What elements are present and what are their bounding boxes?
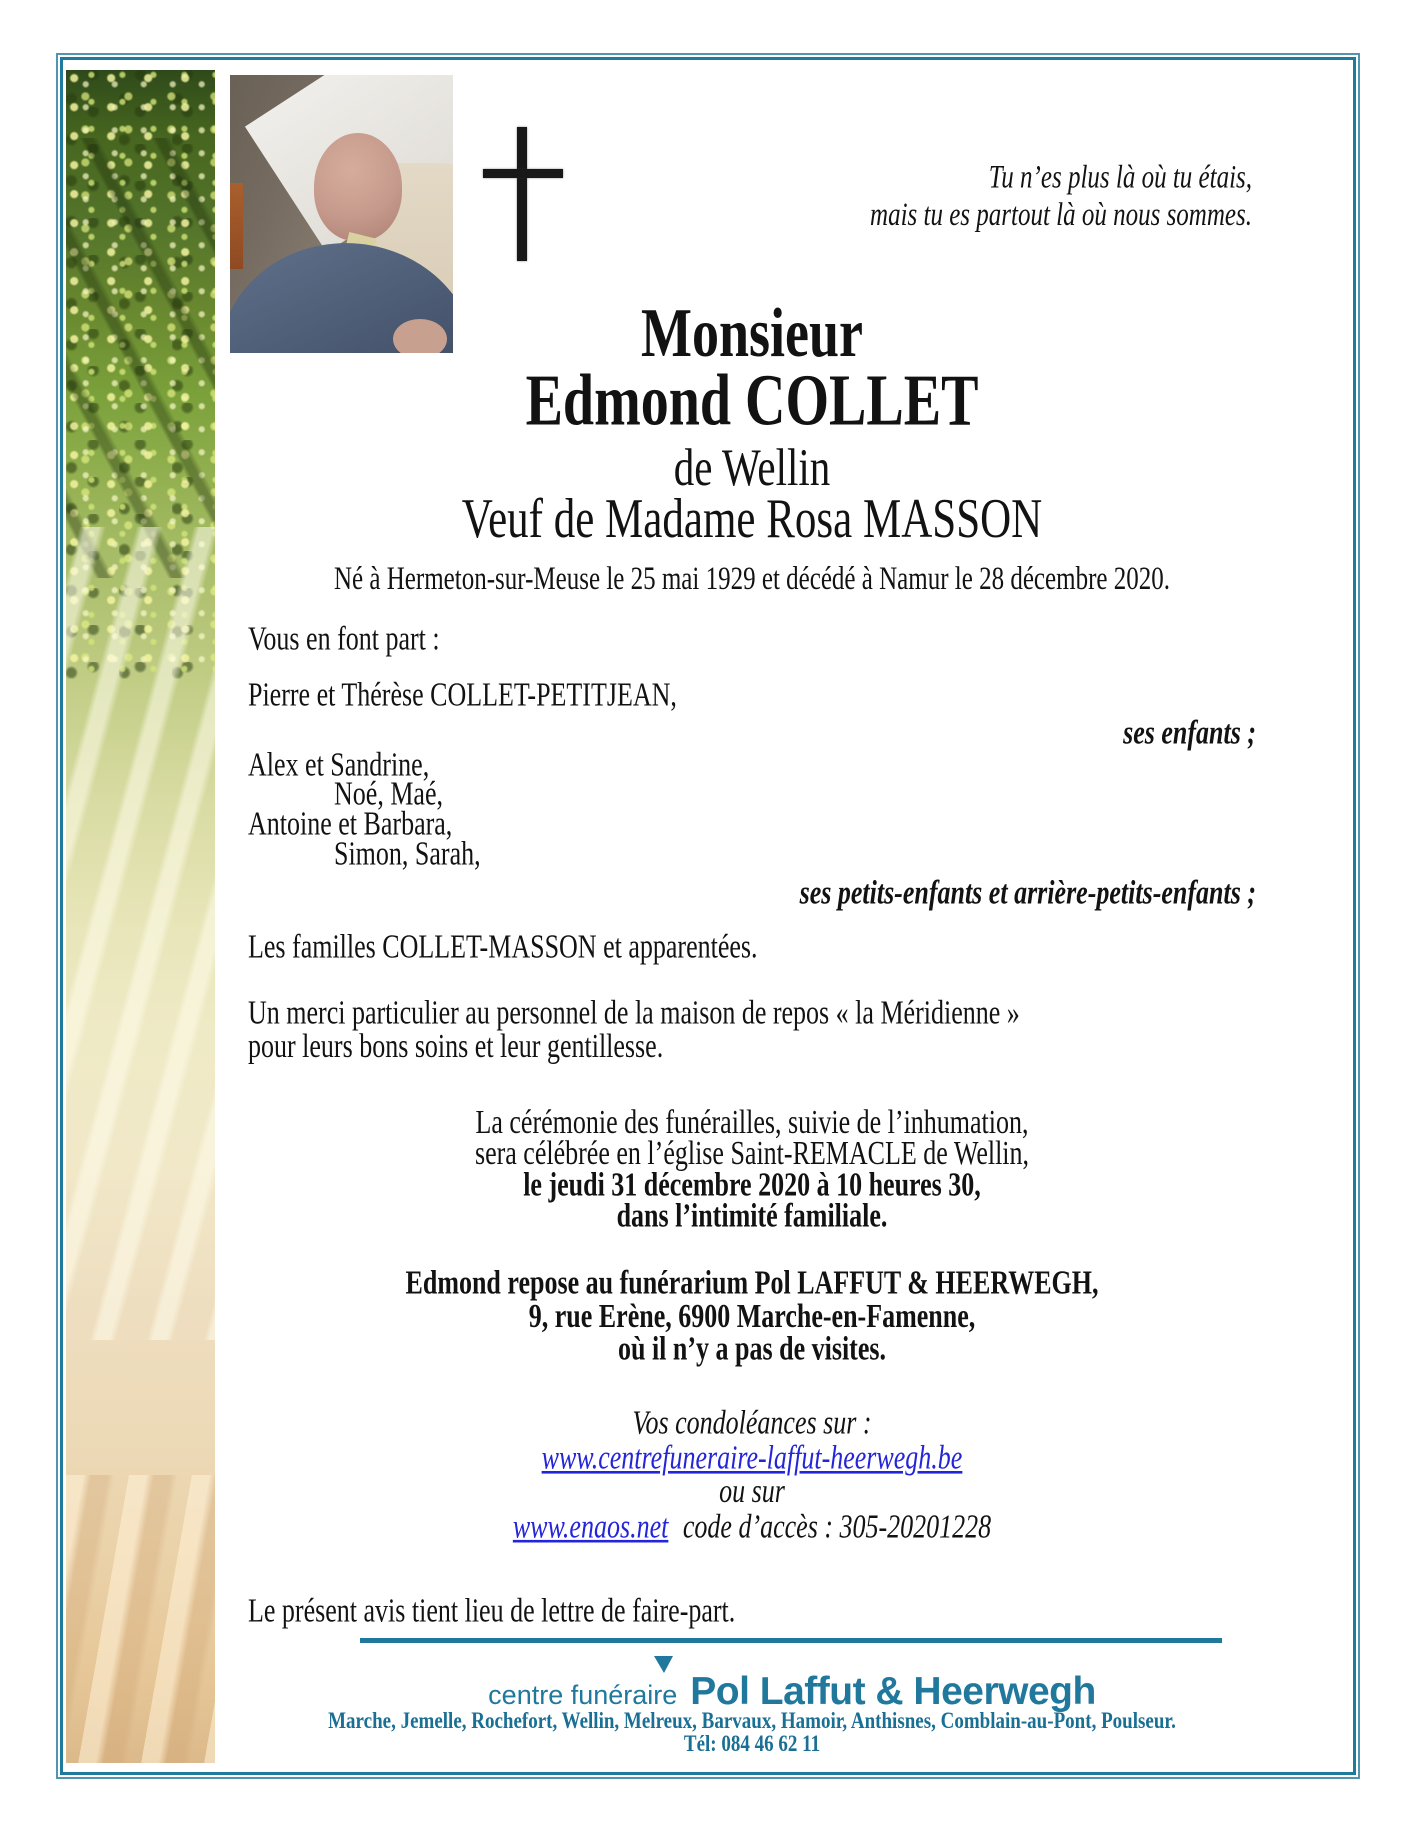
- ceremony-privacy-line: dans l’intimité familiale.: [616, 1196, 888, 1235]
- condolences-connector: ou sur: [719, 1472, 785, 1510]
- birth-death-line: Né à Hermeton-sur-Meuse le 25 mai 1929 et décédé à Namur le 28 décembre 2020.: [334, 561, 1170, 597]
- children-label: ses enfants ;: [1123, 713, 1256, 752]
- epitaph-quote: [870, 160, 1252, 234]
- wood-headboard-decor: [230, 183, 243, 269]
- deceased-name: Edmond COLLET: [525, 360, 979, 442]
- repose-line2: 9, rue Erène, 6900 Marche-en-Famenne,: [528, 1296, 976, 1335]
- epitaph-quote-line1: Tu n’es plus là où tu étais,: [988, 160, 1252, 196]
- access-code-text: code d’accès : 305-20201228: [682, 1506, 992, 1545]
- branch-shadows-decor: [66, 138, 215, 578]
- cross-icon: [483, 127, 563, 261]
- funeral-home-brand: [248, 1670, 1296, 1714]
- children-line: Pierre et Thérèse COLLET-PETITJEAN,: [248, 675, 677, 714]
- sun-rays-decor: [66, 527, 215, 1340]
- portrait-head-decor: [314, 133, 402, 241]
- deceased-residence: de Wellin: [673, 436, 831, 497]
- condolences-block: [248, 1403, 1256, 1545]
- announcement-intro: Vous en font part :: [248, 619, 440, 658]
- funeral-home-locations: Marche, Jemelle, Rochefort, Wellin, Melreux, Barvaux, Hamoir, Anthisnes, Comblain-au-Pont, Poulseur.: [328, 1709, 1176, 1735]
- brand-name: Pol Laffut & Heerwegh: [690, 1670, 1096, 1713]
- ceremony-line1: La cérémonie des funérailles, suivie de l’inhumation,: [475, 1103, 1029, 1141]
- thanks-line2: pour leurs bons soins et leur gentillesse.: [248, 1026, 664, 1065]
- repose-line1: Edmond repose au funérarium Pol LAFFUT & HEERWEGH,: [405, 1263, 1099, 1302]
- thanks-paragraph: [248, 993, 1256, 1065]
- funeral-home-website-link[interactable]: www.centrefuneraire-laffut-heerwegh.be: [541, 1437, 963, 1476]
- grandchildren-line: Alex et Sandrine,: [248, 745, 430, 784]
- closing-line: Le présent avis tient lieu de lettre de faire-part.: [248, 1591, 736, 1630]
- condolences-link2-line: [248, 1506, 1256, 1545]
- deceased-widower-line: Veuf de Madame Rosa MASSON: [461, 489, 1043, 551]
- deceased-title: Monsieur: [641, 293, 863, 372]
- condolences-intro: Vos condoléances sur :: [632, 1403, 872, 1442]
- epitaph-quote-line2: mais tu es partout là où nous sommes.: [870, 197, 1252, 233]
- forest-path-photo: [66, 70, 215, 1763]
- repose-line3: où il n’y a pas de visites.: [618, 1329, 886, 1368]
- condolences-link1-line: [248, 1437, 1256, 1476]
- repose-paragraph: [248, 1263, 1256, 1368]
- brand-prefix: centre funéraire: [488, 1680, 678, 1710]
- grandchildren-line: Simon, Sarah,: [334, 834, 481, 873]
- ceremony-line2: sera célébrée en l’église Saint-REMACLE de Wellin,: [474, 1134, 1030, 1172]
- funeral-home-phone: Tél: 084 46 62 11: [683, 1732, 821, 1758]
- path-light-bands-decor: [66, 1475, 215, 1763]
- footer-divider-rule: [360, 1638, 1222, 1643]
- grandchildren-line: Antoine et Barbara,: [248, 804, 453, 843]
- enaos-website-link[interactable]: www.enaos.net: [512, 1506, 669, 1545]
- ceremony-paragraph: [248, 1103, 1256, 1235]
- grandchildren-label: ses petits-enfants et arrière-petits-enfants ;: [799, 873, 1256, 912]
- families-line: Les familles COLLET-MASSON et apparentées.: [248, 927, 758, 966]
- grandchildren-line: Noé, Maé,: [334, 774, 444, 813]
- ceremony-date-line: le jeudi 31 décembre 2020 à 10 heures 30,: [523, 1165, 981, 1204]
- thanks-line1: Un merci particulier au personnel de la maison de repos « la Méridienne »: [248, 993, 1020, 1032]
